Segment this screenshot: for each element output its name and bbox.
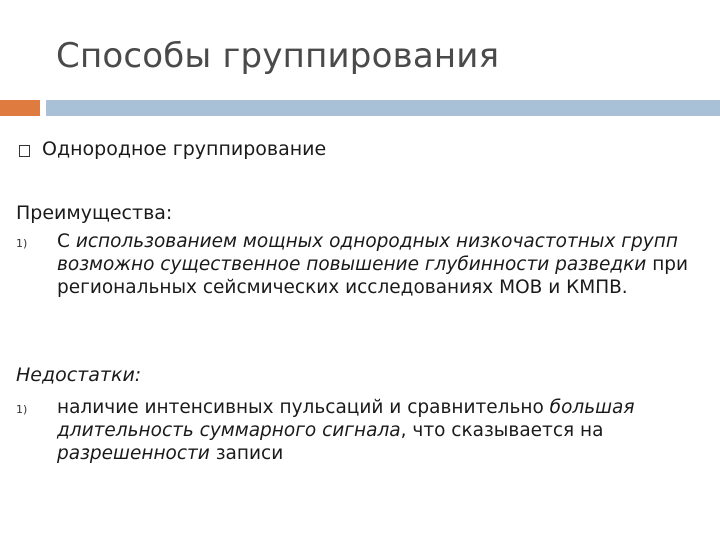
advantages-number: 1): [16, 237, 28, 250]
advantages-heading: Преимущества:: [16, 202, 173, 224]
accent-bar-orange: [0, 100, 40, 116]
accent-bar-blue: [46, 100, 720, 116]
disadvantages-number: 1): [16, 403, 28, 416]
slide-title: Способы группирования: [56, 36, 500, 76]
advantages-text: С использованием мощных однородных низкочастотных групп возможно существенное повышение глубинности разведки при региональных сейсмических исследованиях МОВ и КМПВ.: [57, 231, 689, 298]
square-bullet-icon: [19, 145, 30, 157]
bullet-item: Однородное группирование: [42, 138, 327, 160]
disadvantages-text: наличие интенсивных пульсаций и сравнительно большая длительность суммарного сигнала, что сказывается на разрешенности записи: [57, 397, 635, 464]
disadvantages-heading: Недостатки:: [16, 364, 142, 386]
